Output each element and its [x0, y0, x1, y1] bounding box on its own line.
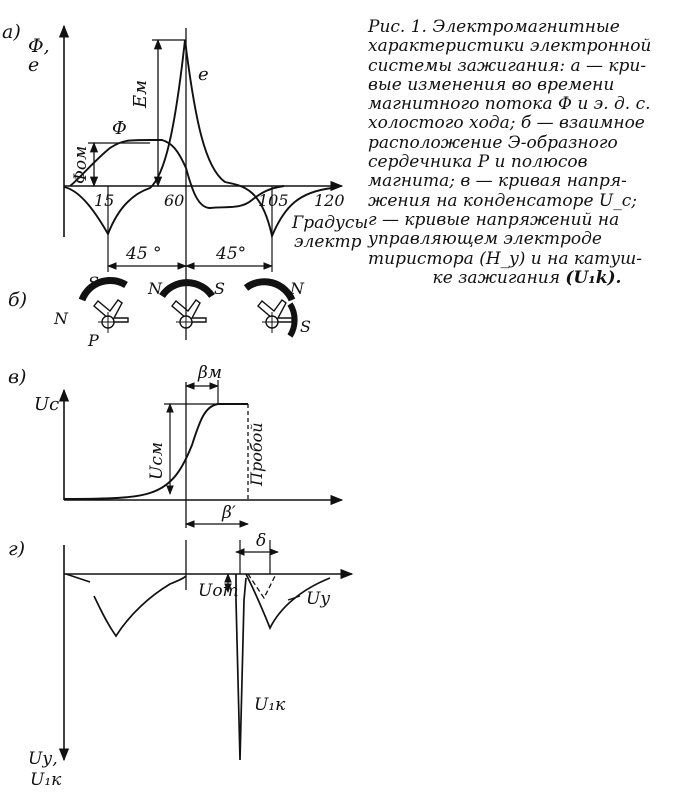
- u1k-label: U₁к: [254, 695, 286, 715]
- caption-line: жения на конденсаторе U_c;: [368, 190, 637, 211]
- figure-caption: [368, 18, 686, 288]
- uy-label: Uу: [306, 589, 331, 609]
- panel-g-label: г): [8, 538, 26, 560]
- phiom-label: Φом: [71, 145, 91, 184]
- beta-m-label: βм: [198, 363, 222, 383]
- pole-n-1: N: [54, 309, 68, 328]
- control-voltage-curve-left: [66, 574, 186, 636]
- emf-label: e: [198, 64, 209, 85]
- caption-line: управляющем электроде: [368, 229, 602, 250]
- tick-120: 120: [314, 191, 345, 210]
- angle-left-label: 45 °: [126, 244, 162, 264]
- tick-60: 60: [164, 191, 185, 210]
- panel-g-y-label-1: Uу,: [28, 749, 58, 769]
- x-axis-label-2: электр: [294, 232, 362, 252]
- caption-line: расположение Э-образного: [368, 132, 618, 153]
- pole-n-2: N: [148, 279, 162, 298]
- caption-line: магнитного потока Φ и э. д. с.: [368, 94, 651, 115]
- breakdown-label: Пробой: [247, 422, 266, 486]
- panel-g: [64, 540, 352, 760]
- panel-b-label: б): [8, 289, 28, 311]
- caption-last-bold: (U₁k).: [565, 267, 622, 288]
- caption-line: характеристики электронной: [368, 36, 652, 57]
- caption-line: холостого хода; б — взаимное: [368, 113, 645, 134]
- pole-s-2: S: [214, 279, 225, 298]
- caption-line: вые изменения во времени: [368, 74, 615, 95]
- x-axis-label-1: Градусы: [292, 213, 369, 233]
- em-label: Eм: [130, 79, 151, 108]
- core-label-p: P: [88, 331, 99, 350]
- panel-v: [64, 380, 342, 528]
- delta-label: δ: [256, 531, 267, 551]
- pole-n-3: N: [290, 279, 304, 298]
- magnet-position-3: [246, 279, 311, 336]
- panel-a-label: а): [2, 21, 21, 43]
- caption-last-line: [368, 269, 686, 288]
- caption-line: г — кривые напряжений на: [368, 209, 620, 230]
- panel-a-y-label-phi: Φ,: [28, 35, 50, 57]
- caption-last-text: ке зажигания: [432, 267, 566, 288]
- beta-prime-label: β′: [222, 503, 236, 523]
- caption-line: сердечника Р и полюсов: [368, 152, 588, 173]
- caption-line: системы зажигания: а — кри-: [368, 55, 647, 76]
- panel-g-y-label-2: U₁к: [30, 770, 62, 790]
- angle-right-label: 45°: [216, 244, 247, 264]
- uot-label: Uот: [198, 581, 239, 601]
- panel-v-y-label: Uc: [34, 394, 60, 415]
- pole-s-1: S: [88, 273, 99, 292]
- ucm-label: Uсм: [147, 442, 167, 480]
- ignition-coil-spike: [236, 574, 246, 760]
- tick-105: 105: [258, 191, 289, 210]
- panel-v-label: в): [8, 366, 27, 388]
- caption-line: тиристора (H_y) и на катуш-: [368, 248, 643, 269]
- caption-line: Рис. 1. Электромагнитные: [368, 17, 620, 37]
- pole-s-3: S: [300, 317, 311, 336]
- tick-15: 15: [94, 191, 115, 210]
- magnet-position-1: [53, 273, 128, 350]
- flux-label: Φ: [112, 118, 127, 139]
- panel-a-y-label-e: e: [28, 54, 40, 76]
- caption-line: магнита; в — кривая напря-: [368, 171, 627, 192]
